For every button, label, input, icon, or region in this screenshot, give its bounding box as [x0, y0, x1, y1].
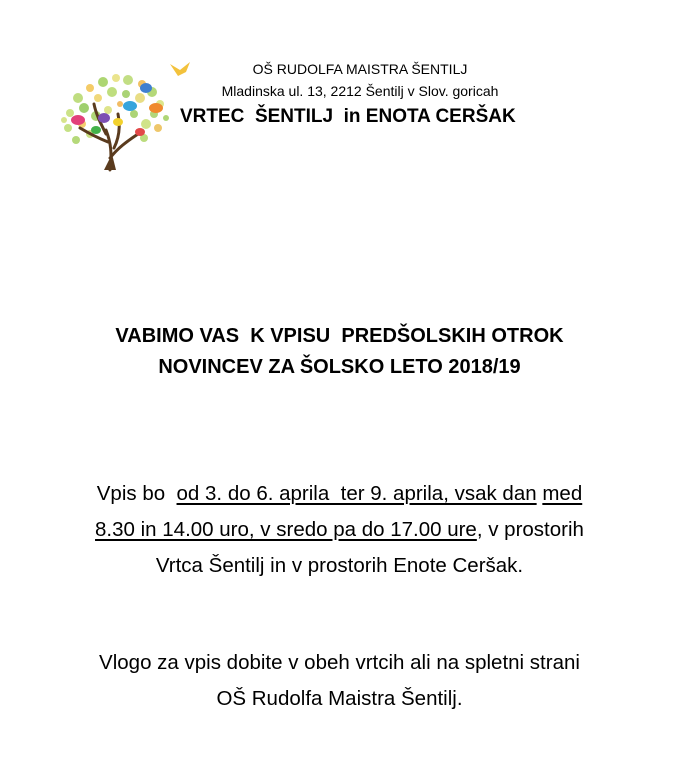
enrollment-line-3: Vrtca Šentilj in v prostorih Enote Ceršak.: [155, 554, 524, 577]
application-line-1: Vlogo za vpis dobite v obeh vrtcih ali na spletni strani: [99, 651, 580, 674]
enrollment-location-start: , v prostorih: [476, 518, 584, 541]
enrollment-hours: 8.30 in 14.00 uro, v sredo pa do 17.00 ure: [95, 518, 477, 541]
school-address: Mladinska ul. 13, 2212 Šentilj v Slov. goricah: [221, 83, 499, 99]
headline-line-1: VABIMO VAS K VPISU PREDŠOLSKIH OTROK: [115, 325, 564, 347]
application-line-2: OŠ Rudolfa Maistra Šentilj.: [216, 687, 463, 710]
enrollment-line-2: [0, 518, 679, 542]
school-name: OŠ RUDOLFA MAISTRA ŠENTILJ: [252, 61, 468, 77]
enrollment-line-1: [0, 482, 679, 506]
headline-line-2: NOVINCEV ZA ŠOLSKO LETO 2018/19: [158, 356, 521, 378]
kindergarten-name: VRTEC ŠENTILJ in ENOTA CERŠAK: [180, 106, 516, 127]
enrollment-prefix: Vpis bo: [96, 482, 177, 505]
enrollment-med: med: [542, 482, 583, 505]
enrollment-dates: od 3. do 6. aprila ter 9. aprila, vsak dan: [176, 482, 537, 505]
